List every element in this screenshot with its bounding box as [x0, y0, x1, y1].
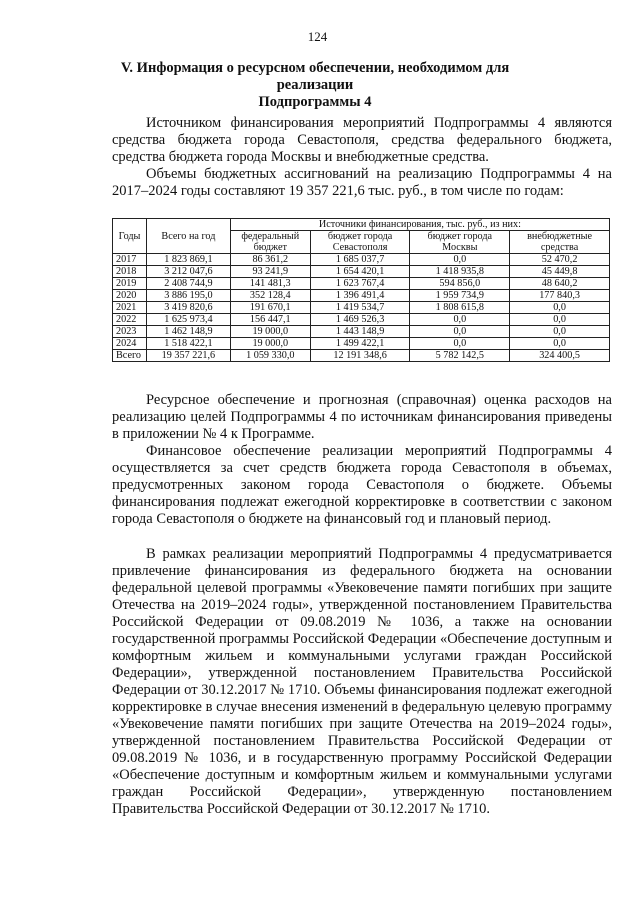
table-cell-sevastopol: 1 654 420,1	[310, 266, 410, 278]
table-cell-extra: 0,0	[510, 314, 610, 326]
paragraph-federal-financing: В рамках реализации мероприятий Подпрограммы 4 предусматривается привлечение финансирования из федерального бюджета на основании федеральной целевой программы «Увековечение памяти погибших при защите Отечества на 2019–2024 годы», утвержденной постановлением Правительства Российской Федерации от 09.08.2019 № 1036, а также на основании государственной программы Российской Федерации «Обеспечение доступным и комфортным жильем и коммунальными услугами граждан Российской Федерации», утвержденной постановлением Правительства Российской Федерации от 30.12.2017 № 1710. Объемы финансирования подлежат ежегодной корректировке в случае внесения изменений в федеральную целевую программу «Увековечение памяти погибших при защите Отечества на 2019–2024 годы», утвержденной постановлением Правительства Российской Федерации от 09.08.2019 № 1036, и в государственную программу Российской Федерации «Обеспечение доступным и комфортным жильем и коммунальными услугами граждан Российской Федерации», утвержденную постановлением Правительства Российской Федерации от 30.12.2017 № 1710.	[112, 546, 612, 817]
table-cell-total: 1 625 973,4	[146, 314, 230, 326]
table-cell-year: 2023	[113, 326, 147, 338]
table-row	[113, 302, 610, 314]
table-cell-sevastopol: 1 396 491,4	[310, 290, 410, 302]
table-row	[113, 290, 610, 302]
table-cell-sevastopol: 12 191 348,6	[310, 350, 410, 362]
table-cell-sevastopol: 1 685 037,7	[310, 254, 410, 266]
table-cell-sevastopol: 1 419 534,7	[310, 302, 410, 314]
table-cell-extra: 324 400,5	[510, 350, 610, 362]
col-header-federal: федеральный бюджет	[230, 231, 310, 254]
table-cell-sevastopol: 1 443 148,9	[310, 326, 410, 338]
table-row	[113, 350, 610, 362]
table-row	[113, 338, 610, 350]
table-cell-total: 1 518 422,1	[146, 338, 230, 350]
table-cell-federal: 19 000,0	[230, 338, 310, 350]
table-cell-moscow: 1 418 935,8	[410, 266, 510, 278]
table-cell-total: 3 419 820,6	[146, 302, 230, 314]
table-cell-extra: 0,0	[510, 326, 610, 338]
table-row	[113, 254, 610, 266]
table-cell-total: 3 212 047,6	[146, 266, 230, 278]
table-cell-year: 2020	[113, 290, 147, 302]
table-cell-year: 2018	[113, 266, 147, 278]
section-heading	[95, 60, 535, 111]
heading-line-1: V. Информация о ресурсном обеспечении, необходимом для реализации	[120, 60, 510, 93]
table-cell-moscow: 0,0	[410, 338, 510, 350]
table-cell-year: 2019	[113, 278, 147, 290]
table-cell-federal: 1 059 330,0	[230, 350, 310, 362]
col-header-years: Годы	[113, 219, 147, 254]
table-cell-year: 2021	[113, 302, 147, 314]
col-header-extra: внебюджетные средства	[510, 231, 610, 254]
table-cell-moscow: 5 782 142,5	[410, 350, 510, 362]
table-row	[113, 278, 610, 290]
col-header-total: Всего на год	[146, 219, 230, 254]
table-cell-total: 2 408 744,9	[146, 278, 230, 290]
table-cell-sevastopol: 1 623 767,4	[310, 278, 410, 290]
table-cell-total: 1 462 148,9	[146, 326, 230, 338]
table-row	[113, 314, 610, 326]
table-cell-year: Всего	[113, 350, 147, 362]
table-cell-extra: 52 470,2	[510, 254, 610, 266]
table-cell-total: 3 886 195,0	[146, 290, 230, 302]
financing-table	[112, 218, 610, 362]
table-cell-extra: 48 640,2	[510, 278, 610, 290]
table-row	[113, 326, 610, 338]
paragraph-resource-estimate: Ресурсное обеспечение и прогнозная (справочная) оценка расходов на реализацию целей Подпрограммы 4 по источникам финансирования приведены в приложении № 4 к Программе.	[112, 392, 612, 442]
table-cell-federal: 93 241,9	[230, 266, 310, 278]
table-cell-extra: 0,0	[510, 302, 610, 314]
page-number: 124	[307, 29, 328, 44]
table-cell-year: 2017	[113, 254, 147, 266]
table-cell-moscow: 1 959 734,9	[410, 290, 510, 302]
table-cell-federal: 352 128,4	[230, 290, 310, 302]
table-cell-moscow: 0,0	[410, 326, 510, 338]
table-cell-extra: 0,0	[510, 338, 610, 350]
table-cell-moscow: 0,0	[410, 314, 510, 326]
table-cell-year: 2022	[113, 314, 147, 326]
paragraph-budget-total: Объемы бюджетных ассигнований на реализацию Подпрограммы 4 на 2017–2024 годы составляют 19 357 221,6 тыс. руб., в том числе по годам:	[112, 166, 612, 199]
table-cell-total: 19 357 221,6	[146, 350, 230, 362]
col-header-sevastopol: бюджет города Севастополя	[310, 231, 410, 254]
table-cell-extra: 45 449,8	[510, 266, 610, 278]
table-cell-sevastopol: 1 499 422,1	[310, 338, 410, 350]
table-cell-moscow: 594 856,0	[410, 278, 510, 290]
paragraph-financial-support: Финансовое обеспечение реализации мероприятий Подпрограммы 4 осуществляется за счет средств бюджета города Севастополя в объемах, предусмотренных законом города Севастополя о бюджете. Объемы финансирования подлежат ежегодной корректировке в соответствии с законом города Севастополя о бюджете на финансовый год и плановый период.	[112, 443, 612, 527]
col-header-sources: Источники финансирования, тыс. руб., из них:	[230, 219, 609, 231]
table-cell-moscow: 0,0	[410, 254, 510, 266]
table-cell-sevastopol: 1 469 526,3	[310, 314, 410, 326]
table-cell-moscow: 1 808 615,8	[410, 302, 510, 314]
table-row	[113, 266, 610, 278]
paragraph-funding-sources: Источником финансирования мероприятий Подпрограммы 4 являются средства бюджета города Севастополя, средства федерального бюджета, средства бюджета города Москвы и внебюджетные средства.	[112, 115, 612, 165]
table-cell-federal: 86 361,2	[230, 254, 310, 266]
table-cell-extra: 177 840,3	[510, 290, 610, 302]
table-cell-federal: 191 670,1	[230, 302, 310, 314]
table-cell-federal: 141 481,3	[230, 278, 310, 290]
table-cell-federal: 19 000,0	[230, 326, 310, 338]
col-header-moscow: бюджет города Москвы	[410, 231, 510, 254]
table-cell-year: 2024	[113, 338, 147, 350]
table-cell-federal: 156 447,1	[230, 314, 310, 326]
table-cell-total: 1 823 869,1	[146, 254, 230, 266]
heading-line-2: Подпрограммы 4	[258, 94, 372, 110]
